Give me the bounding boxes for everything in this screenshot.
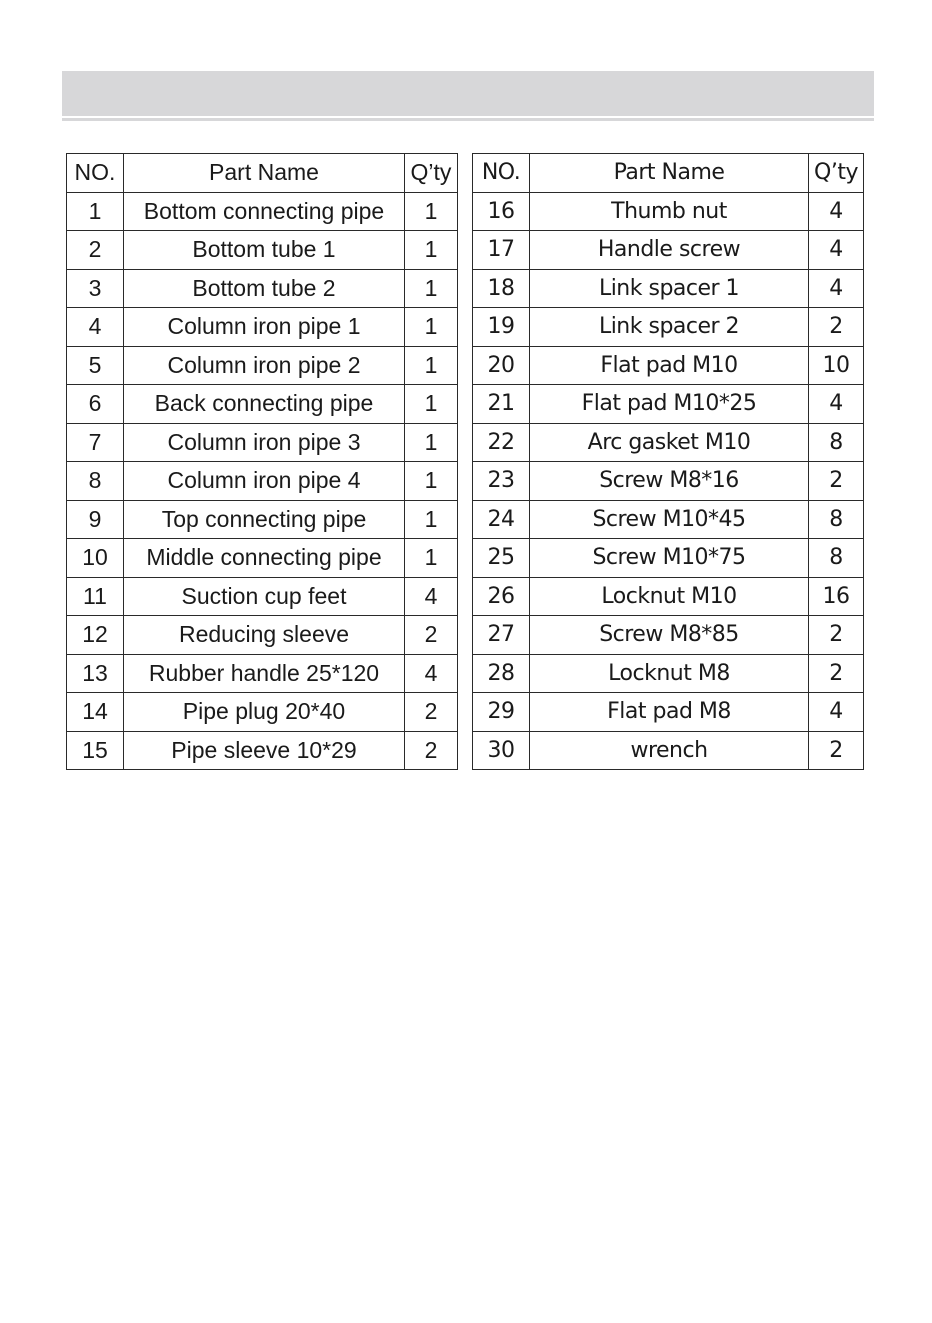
table-row bbox=[473, 616, 864, 655]
part-name-cell: Column iron pipe 3 bbox=[124, 423, 405, 462]
part-number-cell: 18 bbox=[473, 269, 530, 308]
part-name-cell: Bottom tube 1 bbox=[124, 231, 405, 270]
part-quantity-cell: 1 bbox=[405, 500, 458, 539]
part-name-cell: wrench bbox=[530, 731, 809, 770]
table-row bbox=[67, 462, 458, 501]
part-name-cell: Top connecting pipe bbox=[124, 500, 405, 539]
part-name-cell: Screw M8*85 bbox=[530, 616, 809, 655]
part-quantity-cell: 1 bbox=[405, 192, 458, 231]
part-name-cell: Screw M8*16 bbox=[530, 462, 809, 501]
part-name-cell: Screw M10*45 bbox=[530, 500, 809, 539]
part-quantity-cell: 1 bbox=[405, 462, 458, 501]
table-row bbox=[67, 654, 458, 693]
part-name-cell: Link spacer 1 bbox=[530, 269, 809, 308]
part-quantity-cell: 1 bbox=[405, 539, 458, 578]
part-name-cell: Column iron pipe 1 bbox=[124, 308, 405, 347]
part-quantity-cell: 2 bbox=[405, 731, 458, 770]
part-number-cell: 3 bbox=[67, 269, 124, 308]
table-row bbox=[67, 346, 458, 385]
part-name-cell: Screw M10*75 bbox=[530, 539, 809, 578]
part-number-cell: 12 bbox=[67, 616, 124, 655]
part-number-cell: 11 bbox=[67, 577, 124, 616]
table-row bbox=[473, 346, 864, 385]
part-quantity-cell: 2 bbox=[809, 308, 864, 347]
part-quantity-cell: 1 bbox=[405, 308, 458, 347]
part-number-cell: 8 bbox=[67, 462, 124, 501]
part-number-cell: 26 bbox=[473, 577, 530, 616]
part-name-cell: Column iron pipe 2 bbox=[124, 346, 405, 385]
part-quantity-cell: 1 bbox=[405, 346, 458, 385]
table-row bbox=[67, 577, 458, 616]
part-number-cell: 1 bbox=[67, 192, 124, 231]
part-number-cell: 30 bbox=[473, 731, 530, 770]
table-row bbox=[473, 577, 864, 616]
part-name-cell: Locknut M8 bbox=[530, 654, 809, 693]
part-number-cell: 29 bbox=[473, 693, 530, 732]
part-quantity-cell: 1 bbox=[405, 269, 458, 308]
table-row bbox=[67, 731, 458, 770]
table-row bbox=[473, 500, 864, 539]
part-quantity-cell: 8 bbox=[809, 539, 864, 578]
table-row bbox=[67, 308, 458, 347]
column-header-no: NO. bbox=[473, 154, 530, 193]
part-number-cell: 4 bbox=[67, 308, 124, 347]
part-number-cell: 28 bbox=[473, 654, 530, 693]
table-row bbox=[67, 423, 458, 462]
part-name-cell: Column iron pipe 4 bbox=[124, 462, 405, 501]
part-quantity-cell: 8 bbox=[809, 500, 864, 539]
part-quantity-cell: 4 bbox=[809, 385, 864, 424]
part-name-cell: Rubber handle 25*120 bbox=[124, 654, 405, 693]
part-number-cell: 13 bbox=[67, 654, 124, 693]
part-number-cell: 9 bbox=[67, 500, 124, 539]
part-number-cell: 21 bbox=[473, 385, 530, 424]
parts-table-right bbox=[472, 153, 864, 770]
part-number-cell: 25 bbox=[473, 539, 530, 578]
part-name-cell: Suction cup feet bbox=[124, 577, 405, 616]
column-header-qty: Q’ty bbox=[809, 154, 864, 193]
part-name-cell: Back connecting pipe bbox=[124, 385, 405, 424]
table-row bbox=[473, 693, 864, 732]
part-name-cell: Link spacer 2 bbox=[530, 308, 809, 347]
part-quantity-cell: 2 bbox=[809, 616, 864, 655]
table-row bbox=[473, 308, 864, 347]
table-row bbox=[67, 539, 458, 578]
part-number-cell: 7 bbox=[67, 423, 124, 462]
part-number-cell: 24 bbox=[473, 500, 530, 539]
part-quantity-cell: 1 bbox=[405, 423, 458, 462]
table-row bbox=[473, 423, 864, 462]
part-quantity-cell: 4 bbox=[809, 192, 864, 231]
table-row bbox=[67, 269, 458, 308]
part-number-cell: 14 bbox=[67, 693, 124, 732]
table-row bbox=[473, 192, 864, 231]
column-header-part-name: Part Name bbox=[530, 154, 809, 193]
table-row bbox=[67, 693, 458, 732]
table-row bbox=[473, 269, 864, 308]
part-number-cell: 17 bbox=[473, 231, 530, 270]
part-number-cell: 10 bbox=[67, 539, 124, 578]
part-name-cell: Locknut M10 bbox=[530, 577, 809, 616]
table-row bbox=[67, 616, 458, 655]
column-header-qty: Q’ty bbox=[405, 154, 458, 193]
header-divider bbox=[62, 118, 874, 121]
part-name-cell: Handle screw bbox=[530, 231, 809, 270]
part-number-cell: 16 bbox=[473, 192, 530, 231]
part-quantity-cell: 1 bbox=[405, 385, 458, 424]
part-quantity-cell: 1 bbox=[405, 231, 458, 270]
part-name-cell: Pipe sleeve 10*29 bbox=[124, 731, 405, 770]
part-quantity-cell: 2 bbox=[809, 731, 864, 770]
part-quantity-cell: 2 bbox=[809, 462, 864, 501]
table-header-row bbox=[473, 154, 864, 193]
part-name-cell: Middle connecting pipe bbox=[124, 539, 405, 578]
part-quantity-cell: 10 bbox=[809, 346, 864, 385]
table-row bbox=[473, 731, 864, 770]
part-name-cell: Bottom connecting pipe bbox=[124, 192, 405, 231]
part-number-cell: 6 bbox=[67, 385, 124, 424]
part-name-cell: Thumb nut bbox=[530, 192, 809, 231]
part-number-cell: 5 bbox=[67, 346, 124, 385]
part-name-cell: Flat pad M10 bbox=[530, 346, 809, 385]
part-number-cell: 23 bbox=[473, 462, 530, 501]
part-number-cell: 22 bbox=[473, 423, 530, 462]
table-header-row bbox=[67, 154, 458, 193]
table-row bbox=[473, 231, 864, 270]
part-number-cell: 19 bbox=[473, 308, 530, 347]
table-row bbox=[67, 500, 458, 539]
part-quantity-cell: 2 bbox=[405, 693, 458, 732]
part-quantity-cell: 4 bbox=[405, 654, 458, 693]
column-header-part-name: Part Name bbox=[124, 154, 405, 193]
part-quantity-cell: 4 bbox=[809, 231, 864, 270]
part-name-cell: Flat pad M10*25 bbox=[530, 385, 809, 424]
part-quantity-cell: 2 bbox=[809, 654, 864, 693]
part-quantity-cell: 4 bbox=[809, 269, 864, 308]
part-quantity-cell: 4 bbox=[405, 577, 458, 616]
part-name-cell: Arc gasket M10 bbox=[530, 423, 809, 462]
table-row bbox=[473, 385, 864, 424]
part-quantity-cell: 16 bbox=[809, 577, 864, 616]
column-header-no: NO. bbox=[67, 154, 124, 193]
part-name-cell: Reducing sleeve bbox=[124, 616, 405, 655]
part-number-cell: 15 bbox=[67, 731, 124, 770]
part-number-cell: 2 bbox=[67, 231, 124, 270]
part-name-cell: Bottom tube 2 bbox=[124, 269, 405, 308]
part-quantity-cell: 2 bbox=[405, 616, 458, 655]
table-row bbox=[67, 385, 458, 424]
table-row bbox=[67, 192, 458, 231]
parts-table-left bbox=[66, 153, 458, 770]
part-number-cell: 27 bbox=[473, 616, 530, 655]
table-row bbox=[473, 462, 864, 501]
table-row bbox=[473, 539, 864, 578]
header-bar bbox=[62, 71, 874, 116]
table-row bbox=[473, 654, 864, 693]
part-name-cell: Flat pad M8 bbox=[530, 693, 809, 732]
part-quantity-cell: 8 bbox=[809, 423, 864, 462]
part-number-cell: 20 bbox=[473, 346, 530, 385]
table-row bbox=[67, 231, 458, 270]
part-name-cell: Pipe plug 20*40 bbox=[124, 693, 405, 732]
part-quantity-cell: 4 bbox=[809, 693, 864, 732]
